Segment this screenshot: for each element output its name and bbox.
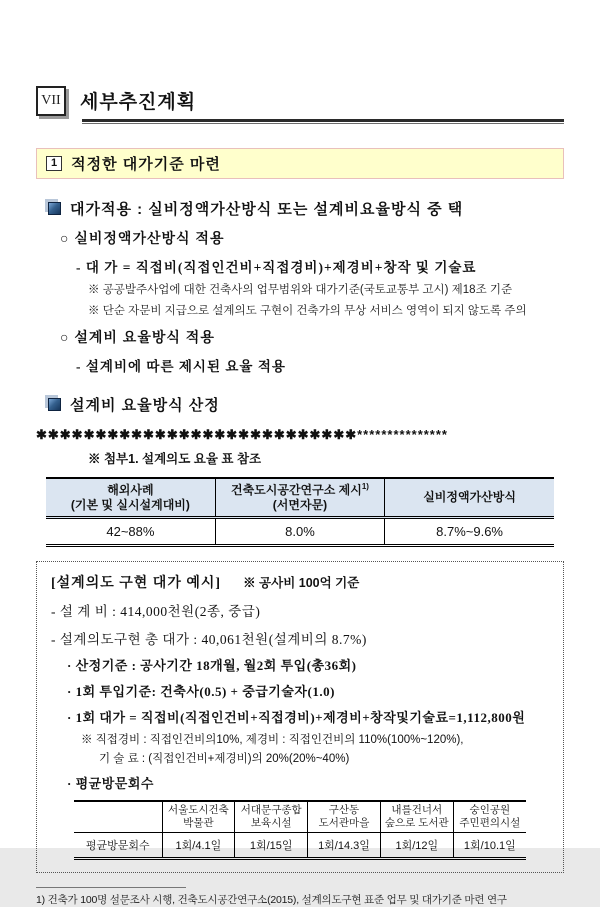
note-line-1: ※ 공공발주사업에 대한 건축사의 업무범위와 대가기준(국토교통부 고시) 제18조 기준 — [88, 284, 513, 296]
sub-item-1: ○ 실비정액가산방식 적용 — [60, 230, 225, 246]
header-line: 보육시설 — [250, 817, 292, 830]
header-line: 서대문구종합 — [240, 804, 302, 816]
example-avg-visits-label: · 평균방문회수 — [67, 776, 154, 791]
heading-1-text: 대가적용 : 실비정액가산방식 또는 설계비요율방식 중 택 — [70, 201, 464, 218]
row-label: 평균방문회수 — [85, 840, 150, 853]
header-text: 건축도시공간연구소 제시 — [231, 483, 362, 497]
example-design-fee: - 설 계 비 : 414,000천원(2종, 중급) — [51, 604, 261, 619]
header-line — [218, 482, 382, 498]
header-cell-project — [235, 801, 308, 833]
section-number-box: 1 — [46, 156, 62, 171]
section-title: 적정한 대가기준 마련 — [71, 156, 221, 173]
header-line: 실비정액가산방식 — [423, 490, 516, 504]
table-header-row — [46, 478, 554, 518]
title-underline — [82, 119, 564, 124]
header-line: (서면자문) — [272, 498, 328, 512]
chapter-header — [36, 0, 564, 116]
example-per-visit-staff: · 1회 투입기준: 건축사(0.5) + 중급기술자(1.0) — [67, 684, 335, 699]
header-line: 구산동 — [328, 804, 360, 816]
example-title-note: ※ 공사비 100억 기준 — [243, 576, 360, 590]
header-cell-project — [308, 801, 381, 833]
dash-item-1: - 대 가 = 직접비(직접인건비+직접경비)+제경비+창작 및 기술료 — [76, 260, 477, 275]
header-line: 숲으로 도서관 — [384, 817, 449, 830]
footnote-separator — [36, 887, 186, 888]
header-cell-project — [162, 801, 235, 833]
note-line-2: ※ 단순 자문비 지급으로 설계의도 구현이 건축가의 무상 서비스 영역이 되지 않도록 주의 — [88, 305, 527, 317]
chapter-title: 세부추진계획 — [80, 92, 197, 113]
value-institute: 8.0% — [215, 518, 384, 546]
visit-table-value-row — [74, 833, 526, 859]
visit-value: 1회/12일 — [380, 833, 453, 859]
header-line: 해외사례 — [107, 482, 154, 497]
header-line: 내를건너서 — [391, 804, 443, 816]
blue-square-bullet-icon — [48, 398, 61, 411]
heading-line-1 — [36, 198, 564, 219]
visit-value: 1회/4.1일 — [162, 833, 235, 859]
example-total-fee: - 설계의도구현 총 대가 : 40,061천원(설계비의 8.7%) — [51, 632, 367, 647]
corner-cell — [74, 801, 162, 833]
dash-item-2: - 설계비에 따른 제시된 요율 적용 — [76, 359, 286, 374]
header-line: 서울도시건축 — [167, 804, 229, 816]
visit-value: 1회/15일 — [235, 833, 308, 859]
example-title: [설계의도 구현 대가 예시] — [51, 576, 222, 591]
example-box — [36, 561, 564, 873]
footnote-text: 1) 건축가 100명 설문조사 시행, 건축도시공간연구소(2015), 설계의도구현 표준 업무 및 대가기준 마련 연구 — [36, 894, 507, 907]
chapter-number: VII — [41, 93, 61, 108]
value-overseas: 42~88% — [106, 524, 155, 539]
blue-square-bullet-icon — [48, 202, 61, 215]
example-per-visit-fee: · 1회 대가 = 직접비(직접인건비+직접경비)+제경비+창작및기술료=1,112,800원 — [67, 710, 526, 725]
header-line: 주민편의시설 — [459, 817, 521, 830]
visit-table-header-row — [74, 801, 526, 833]
example-tech-fee-note: 기 술 료 : (직접인건비+제경비)의 20%(20%~40%) — [99, 753, 350, 765]
table-value-row — [46, 518, 554, 546]
value-cost-plus: 8.7%~9.6% — [385, 518, 554, 546]
footnote-marker: 1) — [361, 482, 369, 491]
example-basis: · 산정기준 : 공사기간 18개월, 월2회 투입(총36회) — [67, 658, 357, 673]
sub-item-2: ○ 설계비 요율방식 적용 — [60, 329, 215, 345]
section-band — [36, 148, 564, 179]
header-cell-institute — [215, 478, 384, 518]
visit-value: 1회/10.1일 — [453, 833, 526, 859]
header-line: 도서관마을 — [318, 817, 370, 830]
attachment-reference-note: ※ 첨부1. 설계의도 요율 표 참조 — [88, 452, 262, 466]
example-title-row — [47, 572, 553, 592]
rate-comparison-table — [46, 477, 554, 547]
header-cell-overseas — [46, 478, 215, 518]
heading-line-2 — [36, 394, 564, 415]
header-cell-cost-plus — [385, 478, 554, 518]
header-cell-project — [380, 801, 453, 833]
header-cell-project — [453, 801, 526, 833]
average-visit-table — [74, 800, 526, 860]
visit-value: 1회/14.3일 — [308, 833, 381, 859]
example-expense-note: ※ 직접경비 : 직접인건비의10%, 제경비 : 직접인건비의 110%(100%~120%), — [81, 734, 464, 746]
chapter-number-box — [36, 86, 66, 116]
stars-divider: ✱✱✱✱✱✱✱✱✱✱✱✱✱✱✱✱✱✱✱✱✱✱✱✱✱✱✱*************** — [36, 427, 448, 442]
header-line: 박물관 — [183, 817, 214, 830]
heading-2-text: 설계비 요율방식 산정 — [70, 397, 220, 414]
header-line: 숭인공원 — [469, 804, 511, 816]
header-line: (기본 및 실시설계대비) — [70, 497, 190, 512]
